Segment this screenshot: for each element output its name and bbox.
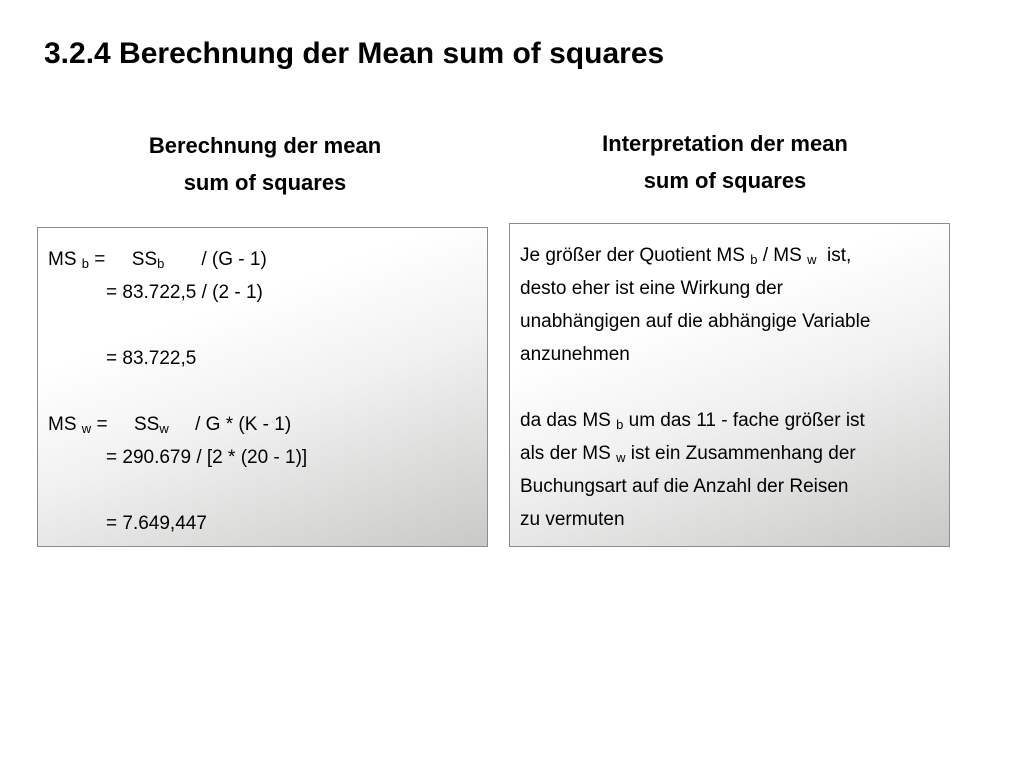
para2-line2-text-a: als der MS (520, 443, 617, 464)
left-heading-line-2: sum of squares (183, 170, 347, 195)
ss-w-subscript: w (159, 421, 169, 436)
left-column-heading (40, 127, 490, 201)
ms-w-result: = 7.649,447 (106, 513, 207, 534)
slide-title: 3.2.4 Berechnung der Mean sum of squares (44, 37, 665, 70)
ss-b-symbol: SS (131, 249, 158, 270)
para1-text-a: Je größer der Quotient MS (520, 245, 751, 266)
para2-subscript-b: b (616, 417, 624, 432)
para1-subscript-w: w (807, 252, 817, 267)
right-column-heading (500, 125, 950, 199)
interpretation-para2-line2 (520, 437, 949, 470)
ms-b-divisor: / (G - 1) (164, 249, 267, 270)
ms-w-step: = 290.679 / [2 * (20 - 1)] (106, 447, 308, 468)
para2-line2-text-b: ist ein Zusammenhang der (625, 443, 856, 464)
para2-text-b: um das 11 - fache größer ist (623, 410, 865, 431)
spacer (48, 474, 487, 507)
interpretation-para1-line4: anzunehmen (520, 344, 630, 365)
ms-w-equals: = (91, 414, 134, 435)
right-heading-line-2: sum of squares (643, 168, 807, 193)
ss-w-symbol: SS (133, 414, 160, 435)
interpretation-para1-line3: unabhängigen auf die abhängige Variable (520, 311, 871, 332)
ms-w-label-subscript: w (81, 421, 92, 436)
spacer (48, 309, 487, 342)
spacer (48, 375, 487, 408)
ms-w-divisor: / G * (K - 1) (168, 414, 292, 435)
para2-text-a: da das MS (520, 410, 617, 431)
interpretation-para2-line4: zu vermuten (520, 509, 625, 530)
ms-b-equals: = (89, 249, 132, 270)
calculation-box (37, 227, 488, 547)
para1-text-c: ist, (816, 245, 852, 266)
left-heading-line-1: Berechnung der mean (148, 133, 382, 158)
right-heading-line-1: Interpretation der mean (602, 131, 848, 156)
ms-b-label-subscript: b (81, 256, 90, 271)
ms-w-formula (48, 408, 487, 441)
para2-subscript-w: w (616, 450, 626, 465)
interpretation-para2-line1 (520, 404, 949, 437)
interpretation-para2-line3: Buchungsart auf die Anzahl der Reisen (520, 476, 849, 497)
ms-b-step: = 83.722,5 / (2 - 1) (106, 282, 263, 303)
interpretation-box (509, 223, 950, 547)
ms-b-label: MS (48, 249, 82, 270)
para1-text-b: / MS (757, 245, 808, 266)
ss-b-subscript: b (157, 256, 165, 271)
ms-b-formula (48, 243, 487, 276)
interpretation-para1-line2: desto eher ist eine Wirkung der (520, 278, 783, 299)
interpretation-para1-line1 (520, 239, 949, 272)
ms-w-label: MS (48, 414, 82, 435)
para1-subscript-b: b (750, 252, 758, 267)
spacer (520, 371, 949, 404)
ms-b-result: = 83.722,5 (106, 348, 197, 369)
